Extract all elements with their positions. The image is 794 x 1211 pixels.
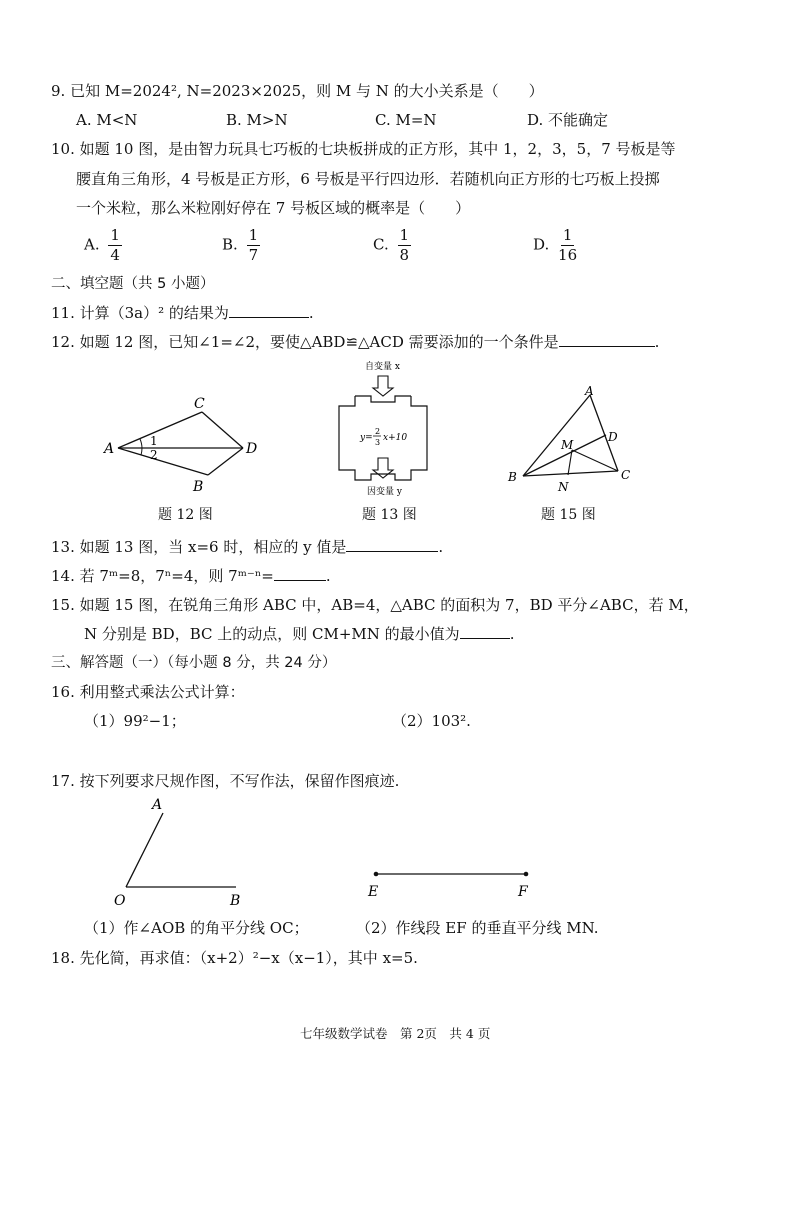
q11: 11. 计算（3a）² 的结果为 . [51,304,314,322]
formula-left: y= [360,433,373,443]
q9-stem: 9. 已知 M=2024², N=2023×2025，则 M 与 N 的大小关系是（ ） [51,82,544,100]
section-3-heading: 三、解答题（一）（每小题 8 分，共 24 分） [51,655,337,671]
point-label-d: D [246,441,258,457]
point-label-f: F [518,884,528,900]
q10-option-d: D. $\frac{1}{16}$ [533,226,578,264]
point-label-n: N [558,480,569,494]
q10-line-1: 10. 如题 10 图，是由智力玩具七巧板的七块板拼成的正方形，其中 1，2，3，5，7 号板是等 [51,140,676,158]
figure-15-triangle-diagram [498,383,643,495]
fraction: $\frac{1}{4}$ [110,226,120,264]
q15-line-1: 15. 如题 15 图，在锐角三角形 ABC 中，AB=4，△ABC 的面积为 7，BD 平分∠ABC，若 M， [51,596,699,614]
input-arrow-icon [373,376,393,396]
point-label-d: D [608,430,618,444]
q16-part-1: （1）99²−1； [84,712,186,730]
q17-part-2: （2）作线段 EF 的垂直平分线 MN. [356,919,599,937]
point-label-c: C [621,468,631,482]
q9-option-c: C. M=N [375,111,437,129]
q10-option-a: A. $\frac{1}{4}$ [84,226,120,264]
figure-12-kite-diagram [100,390,270,500]
point-label-b: B [230,893,241,909]
q17-stem: 17. 按下列要求尺规作图，不写作法，保留作图痕迹. [51,772,400,790]
point-label-b: B [508,470,517,484]
fraction: $\frac{1}{8}$ [399,226,410,264]
section-2-heading: 二、填空题（共 5 小题） [51,276,215,292]
q18: 18. 先化简，再求值：（x+2）²−x（x−1），其中 x=5. [51,949,418,967]
q17-part-1: （1）作∠AOB 的角平分线 OC； [84,919,309,937]
q14: 14. 若 7ᵐ=8，7ⁿ=4，则 7ᵐ⁻ⁿ= . [51,567,331,585]
figure-13-function-machine [325,358,440,503]
point-label-b: B [193,479,204,495]
q10-option-b: B. $\frac{1}{7}$ [222,226,259,264]
q9-option-d: D. 不能确定 [527,111,609,129]
point-label-a: A [585,384,594,398]
point-label-e: E [368,884,379,900]
q13: 13. 如题 13 图，当 x=6 时，相应的 y 值是 . [51,538,444,556]
point-label-o: O [114,893,126,909]
figure-13-caption: 题 13 图 [362,507,417,523]
q16-part-2: （2）103². [392,712,471,730]
q15-line-2: N 分别是 BD，BC 上的动点，则 CM+MN 的最小值为 . [84,625,515,643]
q10-line-3: 一个米粒，那么米粒刚好停在 7 号板区域的概率是（ ） [76,199,471,217]
q10-line-2: 腰直角三角形，4 号板是正方形，6 号板是平行四边形．若随机向正方形的七巧板上投掷 [76,170,660,188]
fraction: $\frac{1}{16}$ [558,226,578,264]
figure-15-caption: 题 15 图 [541,507,596,523]
point-label-m: M [561,438,574,452]
formula-right: x+10 [383,433,408,443]
output-arrow-icon [373,458,393,478]
output-label: 因变量 y [367,487,402,497]
point-label-a: A [152,797,163,813]
angle-label-2: 2 [150,448,158,462]
q10-option-c: C. $\frac{1}{8}$ [373,226,410,264]
q9-option-b: B. M>N [226,111,288,129]
q9-option-a: A. M<N [76,111,138,129]
formula-denominator: 3 [375,438,381,447]
input-label: 自变量 x [365,362,400,372]
q12: 12. 如题 12 图，已知∠1=∠2，要使△ABD≌△ACD 需要添加的一个条件是 . [51,333,660,351]
formula-numerator: 2 [375,427,381,436]
fraction: $\frac{1}{7}$ [248,226,259,264]
figure-12-caption: 题 12 图 [158,507,213,523]
point-label-c: C [194,396,205,412]
angle-label-1: 1 [150,434,158,448]
page-footer: 七年级数学试卷 第 2页 共 4 页 [300,1026,491,1041]
q16-stem: 16. 利用整式乘法公式计算： [51,683,245,701]
segment-ef-diagram [360,860,540,902]
point-label-a: A [104,441,115,457]
angle-aob-diagram [108,795,258,910]
